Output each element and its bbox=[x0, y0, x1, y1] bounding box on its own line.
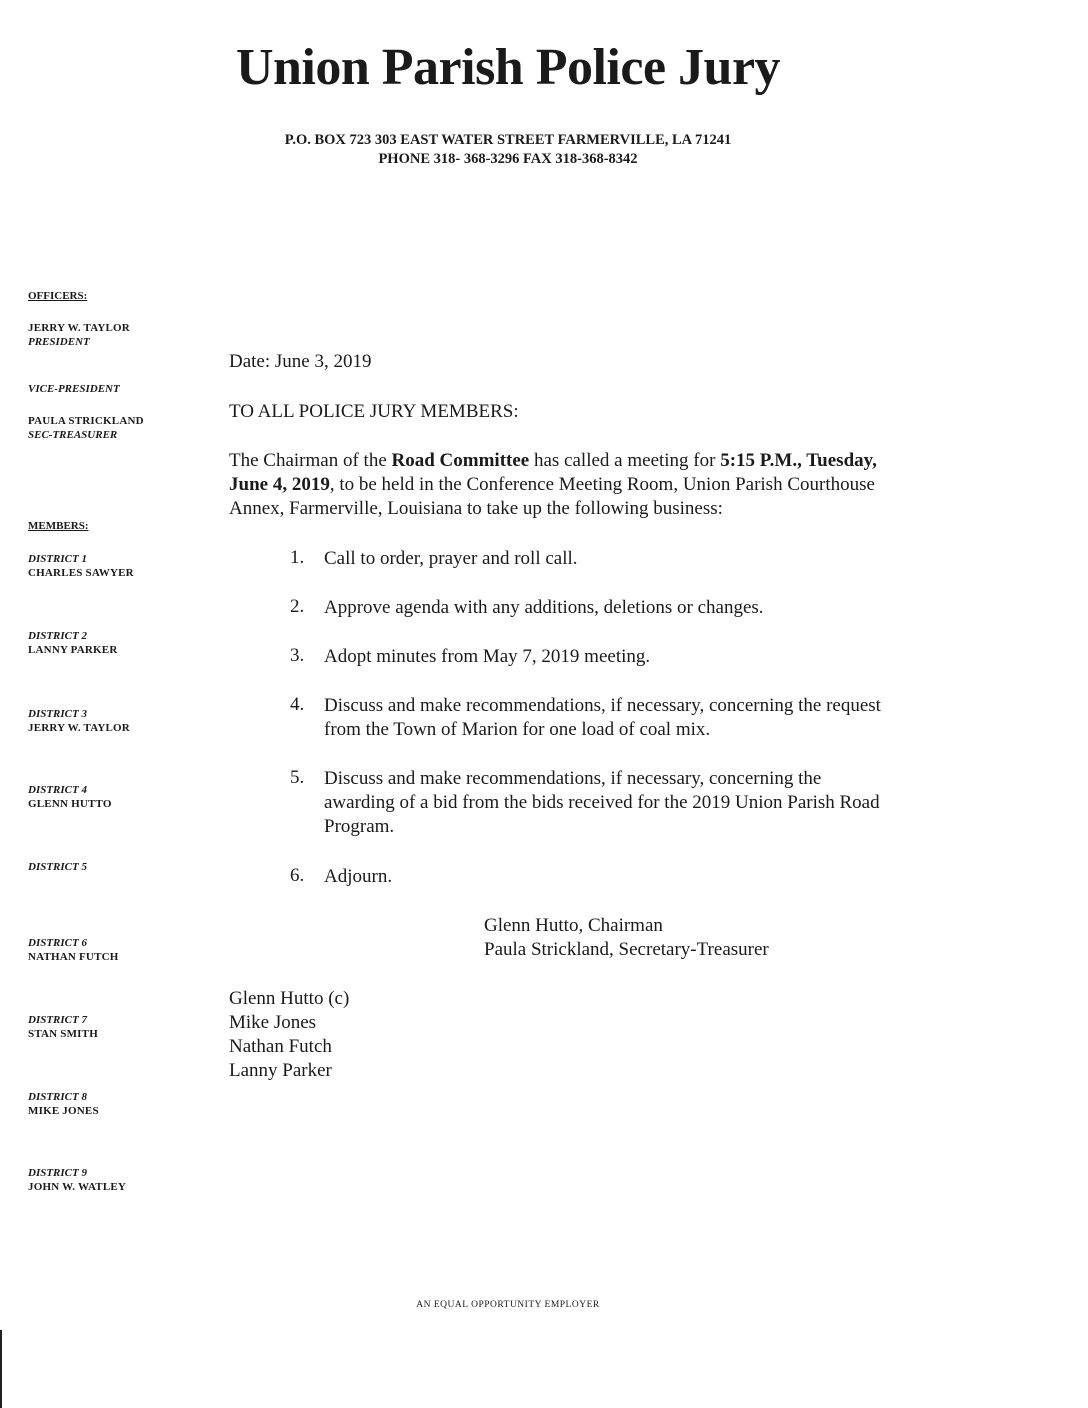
member-name: MIKE JONES bbox=[28, 1105, 99, 1117]
intro-paragraph-line: Annex, Farmerville, Louisiana to take up the following business: bbox=[229, 498, 723, 519]
agenda-item bbox=[324, 865, 964, 889]
member-district: DISTRICT 2 bbox=[28, 630, 87, 642]
agenda-line: Program. bbox=[324, 816, 395, 837]
agenda-line: Adopt minutes from May 7, 2019 meeting. bbox=[324, 646, 651, 667]
intro-text: , to be held in the Conference Meeting Room, Union Parish Courthouse bbox=[329, 474, 875, 495]
agenda-line: Discuss and make recommendations, if necessary, concerning the bbox=[324, 768, 822, 789]
officer-name: JERRY W. TAYLOR bbox=[28, 322, 130, 334]
agenda-line: Approve agenda with any additions, deletions or changes. bbox=[324, 597, 764, 618]
letterhead-title: Union Parish Police Jury bbox=[235, 39, 781, 96]
letter-salutation: TO ALL POLICE JURY MEMBERS: bbox=[229, 401, 519, 422]
officer-name: PAULA STRICKLAND bbox=[28, 415, 144, 427]
member-district: DISTRICT 1 bbox=[28, 553, 87, 565]
member-district: DISTRICT 5 bbox=[28, 861, 87, 873]
member-district: DISTRICT 6 bbox=[28, 937, 87, 949]
intro-text: The Chairman of the bbox=[229, 450, 392, 471]
members-heading: MEMBERS: bbox=[28, 520, 89, 532]
agenda-line: from the Town of Marion for one load of coal mix. bbox=[324, 719, 711, 740]
member-name: LANNY PARKER bbox=[28, 644, 118, 656]
member-district: DISTRICT 3 bbox=[28, 708, 87, 720]
officer-role: VICE-PRESIDENT bbox=[28, 383, 120, 395]
agenda-item bbox=[324, 767, 964, 839]
intro-paragraph-line bbox=[229, 473, 875, 497]
committee-member: Nathan Futch bbox=[229, 1036, 332, 1057]
member-name: JOHN W. WATLEY bbox=[28, 1181, 127, 1193]
agenda-item bbox=[324, 596, 964, 620]
intro-text: has called a meeting for bbox=[529, 450, 721, 471]
agenda-number: 1. bbox=[290, 547, 305, 568]
committee-member: Lanny Parker bbox=[229, 1060, 332, 1081]
member-name: CHARLES SAWYER bbox=[28, 567, 134, 579]
member-name: STAN SMITH bbox=[28, 1028, 98, 1040]
agenda-line: awarding of a bid from the bids received for the 2019 Union Parish Road bbox=[324, 792, 880, 813]
signature-chairman: Glenn Hutto, Chairman bbox=[484, 915, 663, 936]
agenda-number: 6. bbox=[290, 865, 305, 886]
scan-edge-line bbox=[0, 1330, 2, 1408]
agenda-line: Call to order, prayer and roll call. bbox=[324, 548, 578, 569]
meeting-time: 5:15 P.M., Tuesday, bbox=[720, 450, 877, 471]
phone-line: PHONE 318- 368-3296 FAX 318-368-8342 bbox=[378, 151, 638, 167]
member-district: DISTRICT 4 bbox=[28, 784, 87, 796]
member-district: DISTRICT 9 bbox=[28, 1167, 87, 1179]
member-name: GLENN HUTTO bbox=[28, 798, 112, 810]
agenda-item bbox=[324, 694, 964, 742]
member-district: DISTRICT 8 bbox=[28, 1091, 87, 1103]
agenda-number: 3. bbox=[290, 645, 305, 666]
member-name: NATHAN FUTCH bbox=[28, 951, 119, 963]
committee-name: Road Committee bbox=[391, 450, 530, 471]
agenda-line: Discuss and make recommendations, if necessary, concerning the request bbox=[324, 695, 881, 716]
letter-date: Date: June 3, 2019 bbox=[229, 351, 372, 372]
agenda-item bbox=[324, 547, 964, 571]
committee-member: Glenn Hutto (c) bbox=[229, 988, 350, 1009]
address-line: P.O. BOX 723 303 EAST WATER STREET FARMERVILLE, LA 71241 bbox=[284, 132, 732, 148]
member-district: DISTRICT 7 bbox=[28, 1014, 87, 1026]
officer-role: PRESIDENT bbox=[28, 336, 90, 348]
agenda-line: Adjourn. bbox=[324, 866, 393, 887]
agenda-number: 2. bbox=[290, 596, 305, 617]
intro-paragraph-line bbox=[229, 449, 877, 473]
officer-role: SEC-TREASURER bbox=[28, 429, 118, 441]
member-name: JERRY W. TAYLOR bbox=[28, 722, 130, 734]
agenda-number: 5. bbox=[290, 767, 305, 788]
committee-member: Mike Jones bbox=[229, 1012, 317, 1033]
meeting-date: June 4, 2019 bbox=[229, 474, 330, 495]
agenda-number: 4. bbox=[290, 694, 305, 715]
agenda-item bbox=[324, 645, 964, 669]
footer-text: AN EQUAL OPPORTUNITY EMPLOYER bbox=[416, 1300, 600, 1310]
signature-secretary: Paula Strickland, Secretary-Treasurer bbox=[484, 939, 769, 960]
officers-heading: OFFICERS: bbox=[28, 290, 88, 302]
